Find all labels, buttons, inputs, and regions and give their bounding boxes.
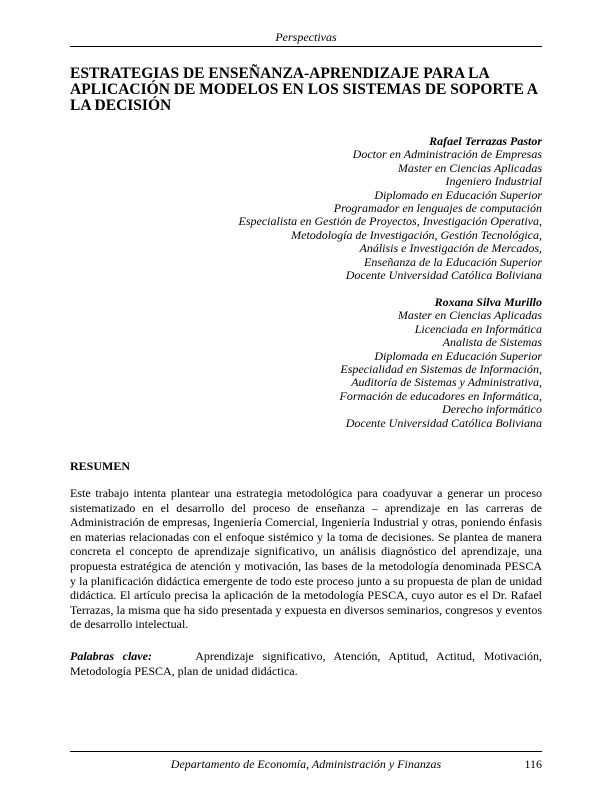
author-credential: Metodología de Investigación, Gestión Tecnológica, (291, 227, 542, 242)
author-credential: Formación de educadores en Informática, (339, 388, 542, 403)
author-name: Rafael Terrazas Pastor (429, 134, 542, 148)
author-credential: Análisis e Investigación de Mercados, (359, 241, 542, 256)
keywords-text: Aprendizaje significativo, Atención, Aptitud, Actitud, Motivación, Metodología PESCA, plan de unidad didáctica. (70, 649, 543, 678)
author-credential: Diplomada en Educación Superior (374, 348, 542, 363)
author-credential: Enseñanza de la Educación Superior (364, 254, 542, 269)
keywords (70, 649, 542, 678)
abstract-heading: RESUMEN (70, 459, 131, 473)
author-credential: Derecho informático (442, 402, 542, 417)
author-credential: Programador en lenguajes de computación (333, 201, 542, 216)
author-block-1 (239, 135, 542, 282)
page-number: 116 (524, 757, 542, 771)
author-credential: Analista de Sistemas (442, 335, 542, 350)
author-credential: Licenciada en Informática (414, 321, 542, 336)
author-credential: Diplomado en Educación Superior (374, 187, 542, 202)
author-credential: Docente Universidad Católica Boliviana (345, 268, 542, 283)
author-credential: Doctor en Administración de Empresas (352, 147, 542, 162)
author-credential: Master en Ciencias Aplicadas (397, 160, 542, 175)
running-header: Perspectivas (275, 30, 337, 44)
author-name: Roxana Silva Murillo (434, 295, 542, 309)
author-credential: Ingeniero Industrial (445, 174, 542, 189)
page-footer (70, 757, 542, 772)
author-credential: Docente Universidad Católica Boliviana (345, 415, 542, 430)
keywords-label: Palabras clave: (70, 649, 152, 663)
paper-title: ESTRATEGIAS DE ENSEÑANZA-APRENDIZAJE PARA LA APLICACIÓN DE MODELOS EN LOS SISTEMAS DE SOPORTE A LA DECISIÓN (70, 65, 538, 114)
header-rule (70, 46, 542, 47)
author-credential: Auditoría de Sistemas y Administrativa, (351, 375, 542, 390)
abstract-text: Este trabajo intenta plantear una estrategia metodológica para coadyuvar a generar un proceso sistematizado en el desarrollo del proceso de enseñanza – aprendizaje en las carreras de Administración de empresas, Ingeniería Comercial, Ingeniería Industrial y otras, poniendo énfasis en materias relacionadas con el enfoque sistémico y la toma de decisiones. Se plantea de manera concreta el concepto de aprendizaje significativo, un análisis diagnóstico del aprendizaje, una propuesta estratégica de atención y motivación, las bases de la metodología denominada PESCA y la planificación didáctica emergente de todo este proceso junto a su propuesta de plan de unidad didáctica. El artículo precisa la aplicación de la metodología PESCA, cuyo autor es el Dr. Rafael Terrazas, la misma que ha sido presentada y expuesta en diversos seminarios, congresos y eventos de desarrollo intelectual. (70, 486, 542, 632)
author-credential: Especialista en Gestión de Proyectos, Investigación Operativa, (238, 214, 542, 229)
footer-rule (70, 751, 542, 752)
footer-department: Departamento de Economía, Administración y Finanzas (170, 757, 442, 771)
author-credential: Especialidad en Sistemas de Información, (340, 362, 542, 377)
author-block-2 (339, 296, 542, 430)
author-credential: Master en Ciencias Aplicadas (397, 308, 542, 323)
